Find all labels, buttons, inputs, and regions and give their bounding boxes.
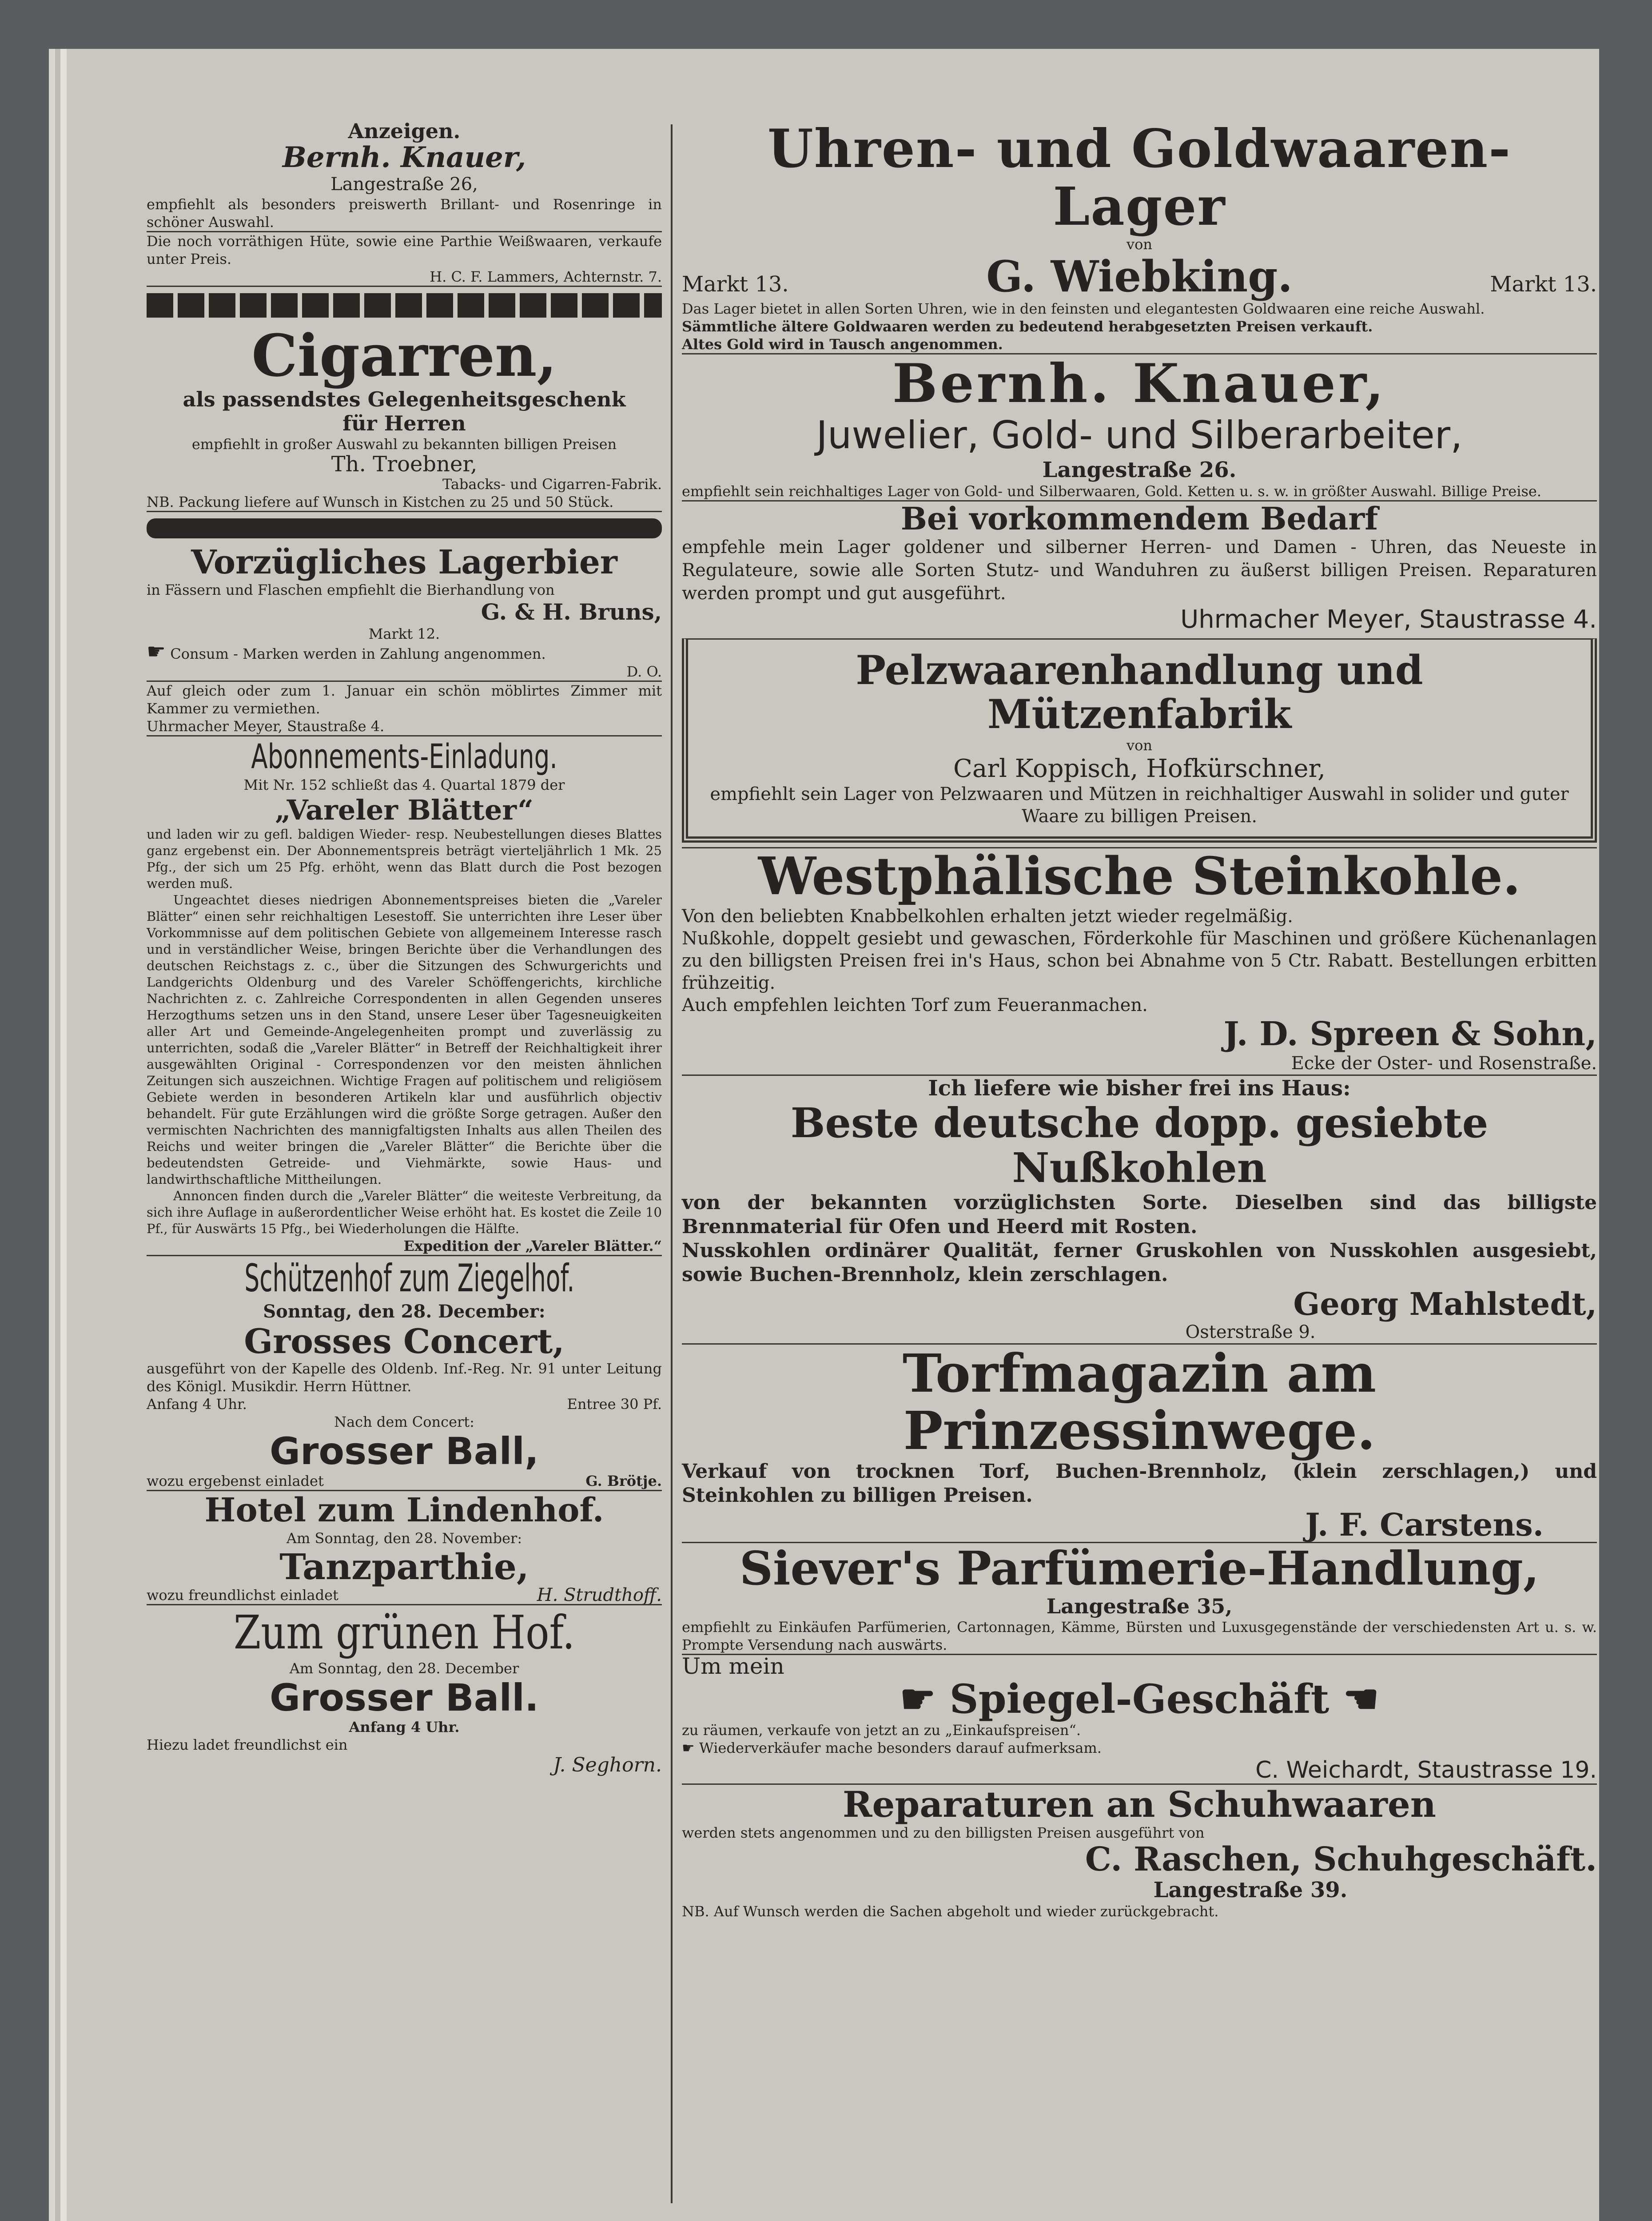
ad-name: Th. Troebner, [331,452,478,477]
ad-event: Tanzparthie, [279,1545,529,1588]
ad-event: Grosser Ball. [270,1676,539,1719]
ad-title: Bei vorkommendem Bedarf [900,500,1378,537]
ad-text: Verkauf von trocknen Torf, Buchen-Brennholz, (klein zerschlagen,) und Steinkohlen zu billigen Preisen. [682,1460,1597,1507]
ad-paragraph: und laden wir zu gefl. baldigen Wieder- resp. Neubestellungen dieses Blattes ganz ergebenst ein. Der Abonnementspreis beträgt vierteljährlich 1 Mk. 25 Pfg., der sich um 25 Pfg. erhöht, wenn das Blatt durch die Post bezogen werden muß. [147,826,662,891]
ad-intro: Ich liefere wie bisher frei ins Haus: [928,1076,1351,1101]
ad-lammers [147,231,662,286]
ad-name: Carl Koppisch, Hofkürschner, [953,754,1326,784]
ad-lindenhof [147,1490,662,1604]
ad-sign: H. C. F. Lammers, Achternstr. 7. [430,268,662,286]
ad-title: Schützenhof zum Ziegelhof. [244,1256,575,1301]
ad-mahlstedt [682,1075,1597,1343]
ad-title: Beste deutsche dopp. gesiebte Nußkohlen [790,1099,1489,1192]
ad-sign: C. Weichardt, Staustrasse 19. [1255,1756,1597,1783]
ad-title: Spiegel-Geschäft [949,1675,1330,1723]
ad-siever [682,1542,1597,1653]
ad-sign: H. Strudthoff. [537,1584,662,1605]
ad-title: Westphälische Steinkohle. [758,846,1521,907]
ad-title: Torfmagazin am Prinzessinwege. [902,1342,1377,1462]
ad-invite: Hiezu ladet freundlichst ein [147,1736,348,1754]
ad-title: Pelzwaarenhandlung und Mützenfabrik [856,647,1423,738]
ad-text: Sämmtliche ältere Goldwaaren werden zu bedeutend herabgesetzten Preisen verkauft. [682,318,1373,335]
ad-von: von [1127,737,1152,754]
ad-event: Grosses Concert, [244,1321,565,1361]
ad-sign: Expedition der „Vareler Blätter.“ [403,1237,662,1254]
ad-title: Reparaturen an Schuhwaaren [843,1783,1436,1825]
ad-start: Anfang 4 Uhr. [349,1719,460,1736]
ad-trade: Juwelier, Gold- und Silberarbeiter, [816,413,1463,458]
ad-note: NB. Packung liefere auf Wunsch in Kistchen zu 25 und 50 Stück. [147,494,614,511]
ad-text: Auf gleich oder zum 1. Januar ein schön möblirtes Zimmer mit Kammer zu vermiethen. [147,682,662,717]
ad-invite: wozu ergebenst einladet [147,1472,324,1489]
ad-gruenerhof [147,1604,662,1776]
ad-text: zu räumen, verkaufe von jetzt an zu „Einkaufspreisen“. [682,1721,1081,1739]
paper-name: „Vareler Blätter“ [275,793,533,826]
ad-title: Uhren- und Goldwaaren-Lager [767,118,1512,237]
ad-text: empfiehlt sein reichhaltiges Lager von Gold- und Silberwaaren, Gold. Ketten u. s. w. in größter Auswahl. Billige Preise. [682,483,1541,500]
ad-date: Am Sonntag, den 28. December [289,1660,519,1677]
ad-name: Bernh. Knauer, [282,141,526,174]
ad-sign: G. Brötje. [585,1472,662,1489]
ad-title: Hotel zum Lindenhof. [204,1491,604,1529]
pointing-hand-right-icon: ☛ [900,1675,936,1723]
ad-start: Anfang 4 Uhr. [147,1396,247,1413]
ad-meyer [682,500,1597,634]
ad-intro: Um mein [682,1653,784,1679]
ad-address: Langestraße 26. [1042,458,1237,483]
ad-title: Zum grünen Hof. [233,1605,575,1660]
ad-knauer-small [147,142,662,231]
ad-ball: Grosser Ball, [270,1429,539,1473]
ad-cigarren [147,286,662,511]
ad-name: Bernh. Knauer, [892,352,1387,415]
ad-text: Nußkohle, doppelt gesiebt und gewaschen, Förderkohle für Maschinen und größere Küchenanlagen zu den billigsten Preisen frei in's Haus, schon bei Abnahme von 5 Ctr. Rabatt. Bestellungen erbitten frühzeitig. [682,928,1597,993]
pointing-hand-icon: ☛ [147,639,166,664]
ad-title: Vorzügliches Lagerbier [191,543,617,582]
ad-schuetzenhof [147,1255,662,1490]
left-column [147,76,662,1776]
ad-title: Abonnements-Einladung. [251,736,557,776]
ad-von: von [1127,235,1152,253]
ad-abonnement [147,735,662,1255]
ad-raschen [682,1783,1597,1920]
section-heading: Anzeigen. [348,119,461,143]
ad-address: Markt 12. [368,625,440,642]
ad-sign: Uhrmacher Meyer, Staustraße 4. [147,717,385,735]
ad-name: C. Raschen, Schuhgeschäft. [1085,1840,1597,1879]
ad-paragraph: Annoncen finden durch die „Vareler Blätter“ die weiteste Verbreitung, da sich ihre Auflage in außerordentlicher Weise erhöht hat. Es kostet die Zeile 10 Pf., für Auswärts 15 Pfg., bei Wiederholungen die Hälfte. [147,1188,662,1236]
ad-text: Nusskohlen ordinärer Qualität, ferner Gruskohlen von Nusskohlen ausgesiebt, sowie Buchen-Brennholz, klein zerschlagen. [682,1239,1597,1286]
ad-subtitle: als passendstes Gelegenheitsgeschenk [183,387,626,412]
ad-text: empfiehlt als besonders preiswerth Brillant- und Rosenringe in schöner Auswahl. [147,196,662,231]
ad-title: Cigarren, [251,322,557,390]
ad-address-left: Markt 13. [682,271,789,297]
ad-text: Auch empfehlen leichten Torf zum Feueranmachen. [682,995,1148,1015]
ad-text: Mit Nr. 152 schließt das 4. Quartal 1879 der [243,776,565,793]
ad-address-right: Markt 13. [1490,271,1597,297]
ad-text: empfiehlt zu Einkäufen Parfümerien, Cartonnagen, Kämme, Bürsten und Luxusgegenstände der verschiedensten Art u. s. w. Prompte Versendung nach auswärts. [682,1618,1597,1653]
ad-zimmer [147,681,662,735]
ad-carstens [682,1343,1597,1542]
ad-address: Osterstraße 9. [1185,1321,1316,1342]
pointing-hand-left-icon: ☚ [1343,1675,1379,1723]
ad-address: Langestraße 26, [330,174,478,195]
ad-text: Von den beliebten Knabbelkohlen erhalten jetzt wieder regelmäßig. [682,906,1293,927]
ad-initials: D. O. [626,663,662,680]
ad-text: empfiehlt sein Lager von Pelzwaaren und Mützen in reichhaltiger Auswahl in solider und guter Waare zu billigen Preisen. [710,784,1569,827]
ad-text: in Fässern und Flaschen empfiehlt die Bierhandlung von [147,581,555,598]
ad-name: G. Wiebking. [986,251,1293,302]
ad-note: NB. Auf Wunsch werden die Sachen abgeholt und wieder zurückgebracht. [682,1903,1219,1920]
ad-title: Siever's Parfümerie-Handlung, [739,1541,1540,1596]
decorative-rule [147,518,662,538]
ad-invite: wozu freundlichst einladet [147,1586,338,1604]
ad-note: Consum - Marken werden in Zahlung angenommen. [170,645,546,662]
ad-text: ausgeführt von der Kapelle des Oldenb. Inf.-Reg. Nr. 91 unter Leitung des Königl. Musikdir. Herrn Hüttner. [147,1360,662,1395]
ad-koppisch [682,638,1597,843]
ad-name: J. F. Carstens. [1305,1506,1544,1544]
ad-date: Sonntag, den 28. December: [263,1301,545,1322]
ad-sign: J. Seghorn. [553,1754,662,1777]
ad-name: Georg Mahlstedt, [1293,1285,1597,1322]
ad-weichardt [682,1654,1597,1783]
ad-sign: Uhrmacher Meyer, Staustrasse 4. [1180,605,1597,634]
ad-subtitle: für Herren [342,411,466,436]
ad-text: empfehle mein Lager goldener und silberner Herren- und Damen - Uhren, das Neueste in Regulateure, sowie alle Sorten Stutz- und Wanduhren zu äußerst billigen Preisen. Reparaturen werden prompt und gut ausgeführt. [682,537,1597,604]
ad-address: Langestraße 35, [1046,1594,1233,1618]
ad-after: Nach dem Concert: [334,1413,474,1431]
ad-knauer [682,353,1597,500]
ad-name: G. & H. Bruns, [481,598,662,625]
ad-firm: Tabacks- und Cigarren-Fabrik. [442,476,662,493]
ad-text: empfiehlt in großer Auswahl zu bekannten billigen Preisen [191,436,617,453]
ad-text: Die noch vorräthigen Hüte, sowie eine Parthie Weißwaaren, verkaufe unter Preis. [147,233,662,268]
decorative-rule [147,293,662,318]
column-divider [671,124,673,2203]
ad-text: Altes Gold wird in Tausch angenommen. [682,336,1003,353]
ad-spreen [682,847,1597,1075]
ad-address: Ecke der Oster- und Rosenstraße. [1291,1053,1597,1074]
ad-text: von der bekannten vorzüglichsten Sorte. Dieselben sind das billigste Brennmaterial für Ofen und Heerd mit Rosten. [682,1191,1597,1238]
ad-entry: Entree 30 Pf. [567,1396,662,1413]
ad-lagerbier [147,511,662,680]
ad-text: werden stets angenommen und zu den billigsten Preisen ausgeführt von [682,1824,1205,1841]
ad-date: Am Sonntag, den 28. November: [286,1529,522,1547]
ad-paragraph: Ungeachtet dieses niedrigen Abonnementspreises bieten die „Vareler Blätter“ einen sehr reichhaltigen Lesestoff. Sie unterrichten ihre Leser über Vorkommnisse auf dem politischen Gebiete von allgemeinem Interesse rasch und in verständlicher Weise, bringen Berichte über die Verhandlungen des deutschen Reichstags z. c., über die Sitzungen des Schwurgerichts und Landgerichts Oldenburg und des Vareler Schöffengerichts, kirchliche Nachrichten z. c. Zahlreiche Correspondenten in allen Gegenden unseres Herzogthums setzen uns in den Stand, unsere Leser über Tagesneuigkeiten aller Art und Gemeinde-Angelegenheiten prompt und zuverlässig zu unterrichten, sodaß die „Vareler Blätter“ in Betreff der Reichhaltigkeit ihrer ausgewählten Original - Correspondenzen vor den meisten ähnlichen Zeitungen sich auszeichnen. Wichtige Fragen auf politischem und religiösem Gebiete werden in besonderen Artikeln klar und ausführlich objectiv behandelt. Für gute Erzählungen wird die größte Sorge getragen. Außer den vermischten Nachrichten des mannigfaltigsten Inhalts aus allen Theilen des Reichs und weiter bringen die „Vareler Blätter“ die Berichte über die bedeutendsten Getreide- und Viehmärkte, sowie Haus- und landwirthschaftliche Mittheilungen. [147,892,662,1187]
ad-address: Langestraße 39. [1153,1877,1348,1903]
ad-wiebking [682,76,1597,353]
ad-text: Das Lager bietet in allen Sorten Uhren, wie in den feinsten und elegantesten Goldwaaren eine reiche Auswahl. [682,300,1485,318]
pointing-hand-icon: ☛ [682,1739,695,1756]
ad-name: J. D. Spreen & Sohn, [1223,1015,1597,1053]
ad-note: Wiederverkäufer mache besonders darauf aufmerksam. [699,1739,1102,1756]
right-column [682,76,1597,1920]
